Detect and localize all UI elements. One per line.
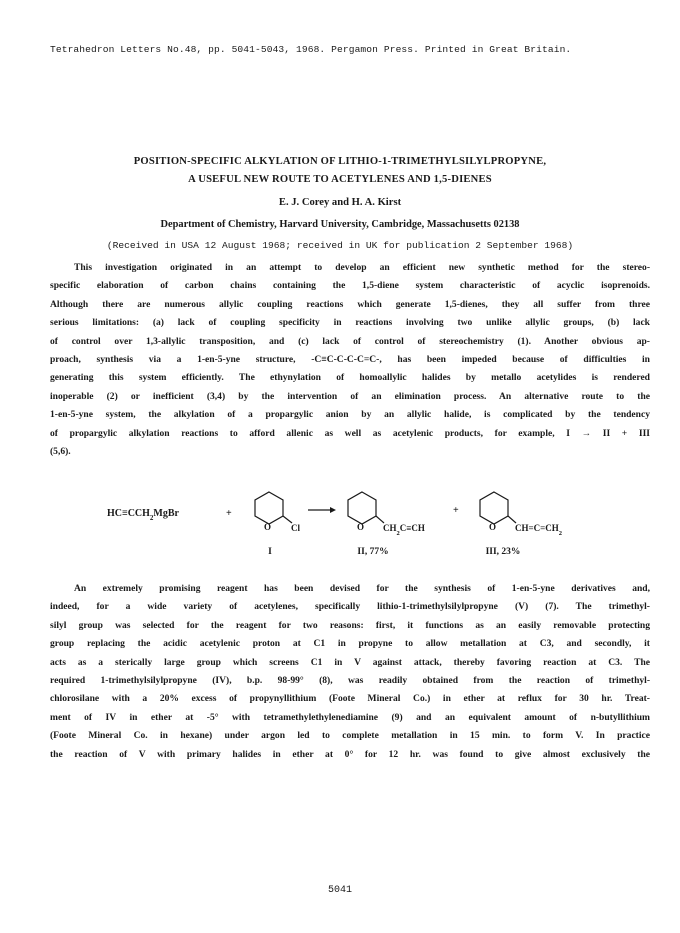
text-line: the reaction of V with primary halides in ether at 0° for 12 hr. was found to give almost exclusively the — [50, 748, 650, 760]
text-line: group replacing the acidic acetylenic proton at C1 in propyne to allow metallation at C3, and secondly, it — [50, 638, 650, 650]
plus-sign-2: + — [453, 505, 459, 516]
text-line: chlorosilane with a 20% excess of propynyllithium (Foote Mineral Co.) in ether at reflux for 30 hr. Treat- — [50, 693, 650, 705]
text-line: ment of IV in ether at -5° with tetramethylethylenediamine (9) and an equivalent amount of n-butyllithium — [50, 711, 650, 723]
page-number: 5041 — [327, 885, 352, 896]
journal-header: Tetrahedron Letters No.48, pp. 5041-5043, 1968. Pergamon Press. Printed in Great Britain. — [50, 44, 572, 55]
received-dates: (Received in USA 12 August 1968; received in UK for publication 2 September 1968) — [106, 240, 574, 251]
compound-iii — [480, 492, 562, 537]
text-line: silyl group was selected for the reagent for two reasons: first, it functions as an easily removable protecting — [50, 619, 650, 631]
text-line: indeed, for a wide variety of acetylenes, specifically lithio-1-trimethylsilylpropyne (V) (7). The trimethyl- — [50, 601, 650, 613]
oxygen-atom-ii: O — [357, 522, 365, 532]
text-line: specific elaboration of carbon chains containing the 1,5-diene system characteristic of acyclic isoprenoids. — [50, 280, 650, 292]
chlorine-atom: Cl — [291, 523, 300, 533]
label-compound-i: I — [268, 547, 272, 557]
text-line: proach, synthesis via a 1-en-5-yne structure, -C≡C-C-C-C=C-, has been impeded because of difficulties in — [50, 354, 650, 366]
propargyl-group: $CH_2C\equiv CH$ — [383, 523, 425, 537]
text-line: inoperable (2) or inefficient (3,4) by the intervention of an elimination process. An alternative route to the — [50, 390, 650, 402]
plus-sign-1: + — [226, 508, 232, 519]
label-compound-ii: II, 77% — [357, 547, 389, 557]
pyran-ring-iii — [480, 492, 508, 524]
compound-ii — [348, 492, 425, 537]
authors: E. J. Corey and H. A. Kirst — [278, 197, 402, 208]
pyran-ring-ii — [348, 492, 376, 524]
text-line: 1-en-5-yne system, the alkylation of a propargylic anion by an allylic halide, is complicated by the tendency — [50, 409, 650, 421]
text-line: generating this system efficiently. The ethynylation of homoallylic halides by metallo acetylides is rendered — [50, 372, 650, 384]
article-title-line-1: POSITION-SPECIFIC ALKYLATION OF LITHIO-1-TRIMETHYLSILYLPROPYNE, — [133, 156, 547, 167]
bond-ii — [376, 516, 384, 523]
allenyl-group: $CH=C=CH_2$ — [515, 523, 563, 537]
compound-i — [255, 492, 300, 533]
text-line: (Foote Mineral Co. in hexane) under argon led to complete metallation in 15 min. to form V. In practice — [50, 730, 650, 742]
oxygen-atom-iii: O — [489, 522, 497, 532]
text-line: An extremely promising reagent has been devised for the synthesis of 1-en-5-yne derivatives and, — [74, 583, 650, 594]
text-line: acts as a sterically large group which screens C1 in V against attack, thereby favoring reaction at C3. The — [50, 656, 650, 668]
text-line: of propargylic alkylation reactions to afford allenic as well as acetylenic products, for example, I → II + III — [50, 427, 650, 439]
arrow-right-icon — [308, 507, 336, 513]
text-line: of control over 1,3-allylic transposition, and (c) lack of control of stereochemistry (1). Another obvious ap- — [50, 335, 650, 347]
bond-i — [283, 516, 292, 523]
text-line: This investigation originated in an attempt to develop an efficient new synthetic method for the stereo- — [74, 262, 650, 273]
reagent-formula: $HC\equiv CCH_2MgBr$ — [107, 508, 179, 522]
text-line: (5,6). — [50, 446, 71, 458]
paragraph-intro — [50, 259, 650, 461]
bond-iii — [508, 516, 516, 523]
affiliation: Department of Chemistry, Harvard University, Cambridge, Massachusetts 02138 — [160, 219, 520, 230]
article-title-line-2: A USEFUL NEW ROUTE TO ACETYLENES AND 1,5-DIENES — [188, 174, 492, 185]
reaction-scheme — [0, 480, 680, 560]
pyran-ring-i — [255, 492, 283, 524]
paragraph-reagent — [50, 580, 650, 764]
text-line: Although there are numerous allylic coupling reactions which generate 1,5-dienes, they all suffer from three — [50, 298, 650, 310]
text-line: required 1-trimethylsilylpropyne (IV), b.p. 98-99° (8), was readily obtained from the reaction of trimethyl- — [50, 675, 650, 687]
text-line: serious limitations: (a) lack of coupling specificity in reactions involving two unlike allylic groups, (b) lack — [50, 317, 650, 329]
oxygen-atom-i: O — [264, 522, 272, 532]
label-compound-iii: III, 23% — [485, 547, 521, 557]
